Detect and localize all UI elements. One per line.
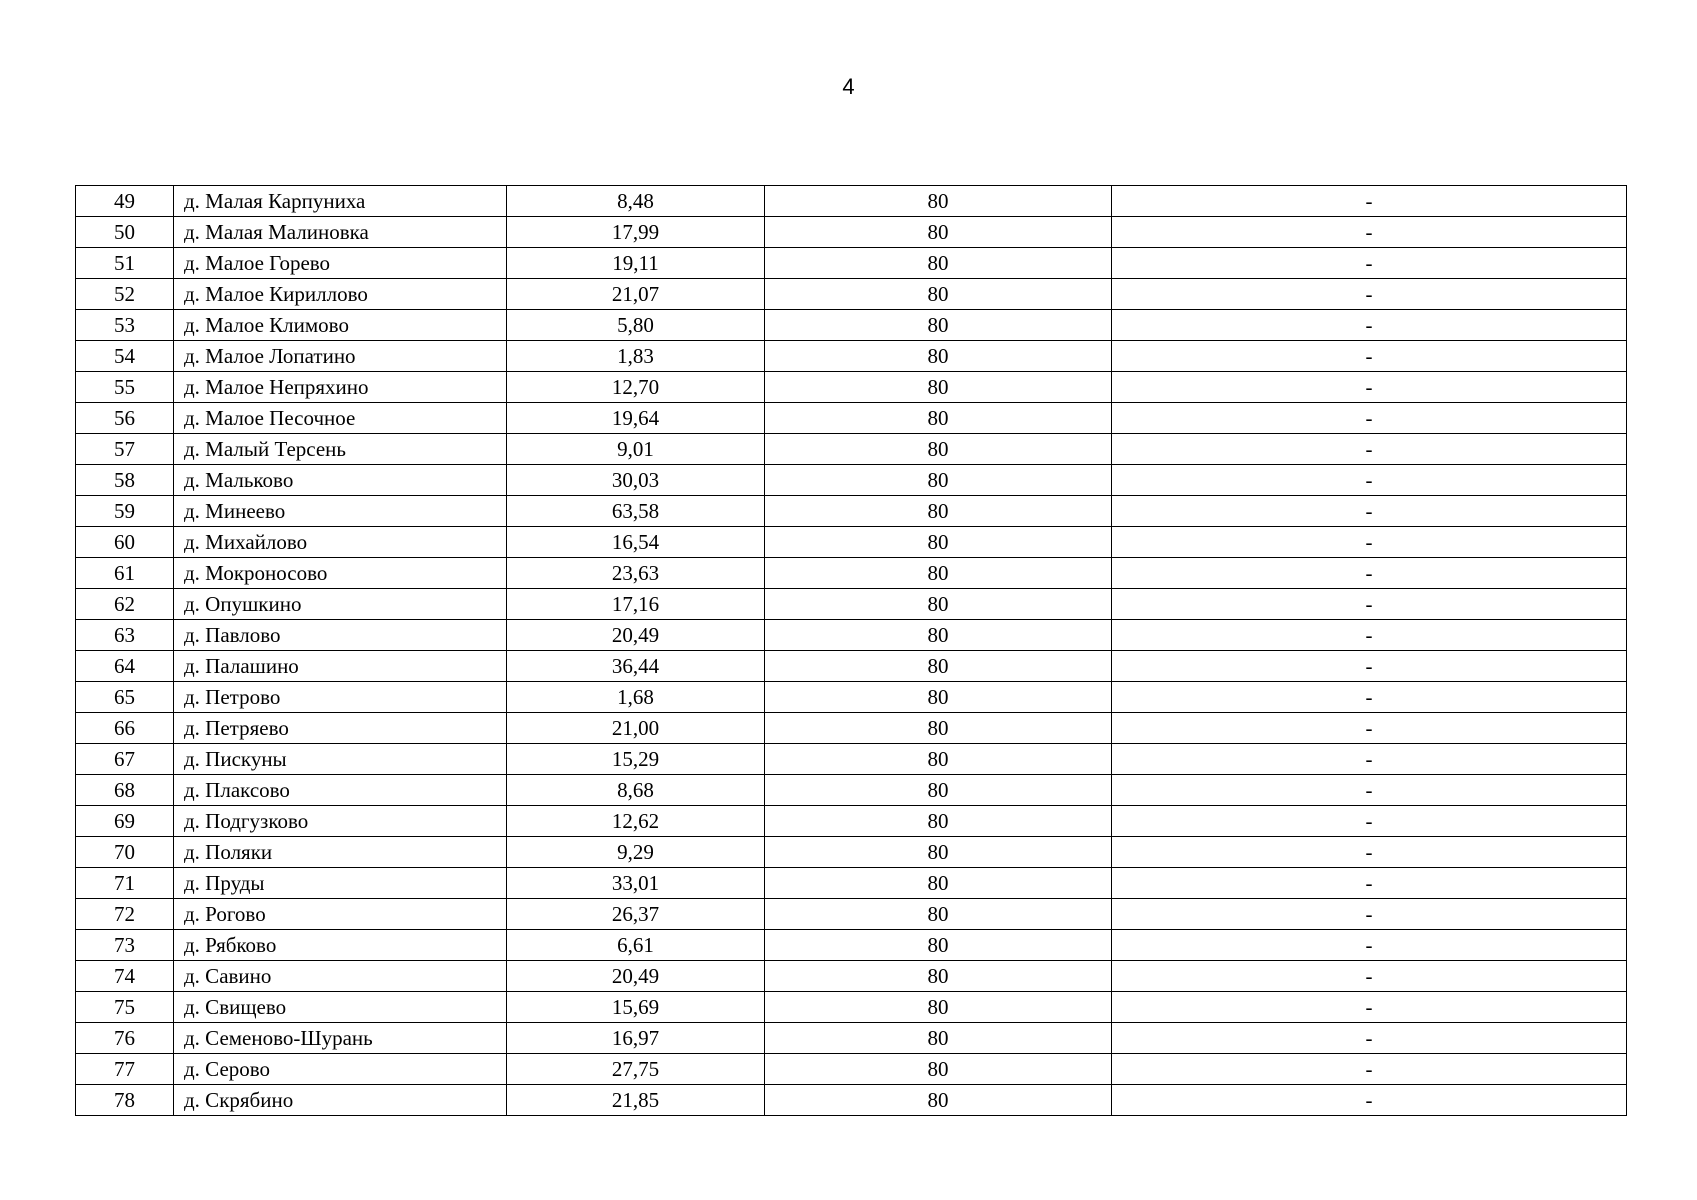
note-cell: - [1112,837,1627,868]
settlement-name-cell: д. Поляки [174,837,507,868]
settlement-name-cell: д. Подгузково [174,806,507,837]
settlement-name-cell: д. Малое Климово [174,310,507,341]
percent-value-cell: 80 [765,1054,1112,1085]
percent-value-cell: 80 [765,837,1112,868]
table-row [76,279,1627,310]
row-number-cell: 62 [76,589,174,620]
area-value-cell: 21,85 [507,1085,765,1116]
table-row [76,589,1627,620]
settlement-name-cell: д. Малое Горево [174,248,507,279]
percent-value-cell: 80 [765,341,1112,372]
percent-value-cell: 80 [765,744,1112,775]
note-cell: - [1112,1054,1627,1085]
row-number-cell: 65 [76,682,174,713]
settlement-name-cell: д. Петрово [174,682,507,713]
settlement-name-cell: д. Мальково [174,465,507,496]
area-value-cell: 1,68 [507,682,765,713]
settlement-name-cell: д. Михайлово [174,527,507,558]
percent-value-cell: 80 [765,1085,1112,1116]
area-value-cell: 17,99 [507,217,765,248]
area-value-cell: 9,01 [507,434,765,465]
area-value-cell: 12,70 [507,372,765,403]
row-number-cell: 78 [76,1085,174,1116]
note-cell: - [1112,1023,1627,1054]
area-value-cell: 16,54 [507,527,765,558]
area-value-cell: 19,64 [507,403,765,434]
area-value-cell: 15,69 [507,992,765,1023]
percent-value-cell: 80 [765,279,1112,310]
table-row [76,713,1627,744]
percent-value-cell: 80 [765,186,1112,217]
note-cell: - [1112,744,1627,775]
row-number-cell: 75 [76,992,174,1023]
percent-value-cell: 80 [765,496,1112,527]
percent-value-cell: 80 [765,1023,1112,1054]
area-value-cell: 27,75 [507,1054,765,1085]
row-number-cell: 61 [76,558,174,589]
note-cell: - [1112,620,1627,651]
settlement-name-cell: д. Малое Песочное [174,403,507,434]
settlement-name-cell: д. Опушкино [174,589,507,620]
percent-value-cell: 80 [765,713,1112,744]
settlement-name-cell: д. Семеново-Шурань [174,1023,507,1054]
row-number-cell: 57 [76,434,174,465]
table-row [76,248,1627,279]
settlement-name-cell: д. Скрябино [174,1085,507,1116]
area-value-cell: 8,68 [507,775,765,806]
area-value-cell: 21,07 [507,279,765,310]
percent-value-cell: 80 [765,899,1112,930]
row-number-cell: 70 [76,837,174,868]
note-cell: - [1112,1085,1627,1116]
note-cell: - [1112,465,1627,496]
percent-value-cell: 80 [765,434,1112,465]
settlements-table-container [75,185,1627,1116]
note-cell: - [1112,868,1627,899]
percent-value-cell: 80 [765,930,1112,961]
area-value-cell: 15,29 [507,744,765,775]
percent-value-cell: 80 [765,527,1112,558]
note-cell: - [1112,589,1627,620]
area-value-cell: 20,49 [507,961,765,992]
row-number-cell: 60 [76,527,174,558]
row-number-cell: 52 [76,279,174,310]
note-cell: - [1112,403,1627,434]
note-cell: - [1112,899,1627,930]
settlement-name-cell: д. Мокроносово [174,558,507,589]
table-row [76,217,1627,248]
table-row [76,403,1627,434]
note-cell: - [1112,930,1627,961]
table-row [76,651,1627,682]
settlement-name-cell: д. Петряево [174,713,507,744]
note-cell: - [1112,434,1627,465]
percent-value-cell: 80 [765,682,1112,713]
settlement-name-cell: д. Малое Кириллово [174,279,507,310]
table-body [76,186,1627,1116]
note-cell: - [1112,806,1627,837]
settlement-name-cell: д. Рогово [174,899,507,930]
settlement-name-cell: д. Малая Карпуниха [174,186,507,217]
note-cell: - [1112,186,1627,217]
settlement-name-cell: д. Малая Малиновка [174,217,507,248]
settlement-name-cell: д. Павлово [174,620,507,651]
note-cell: - [1112,341,1627,372]
row-number-cell: 55 [76,372,174,403]
table-row [76,868,1627,899]
percent-value-cell: 80 [765,310,1112,341]
area-value-cell: 20,49 [507,620,765,651]
settlement-name-cell: д. Малое Лопатино [174,341,507,372]
table-row [76,744,1627,775]
area-value-cell: 36,44 [507,651,765,682]
note-cell: - [1112,775,1627,806]
note-cell: - [1112,372,1627,403]
percent-value-cell: 80 [765,961,1112,992]
area-value-cell: 6,61 [507,930,765,961]
settlements-table [75,185,1627,1116]
table-row [76,1054,1627,1085]
table-row [76,434,1627,465]
table-row [76,961,1627,992]
table-row [76,806,1627,837]
settlement-name-cell: д. Пискуны [174,744,507,775]
page-number: 4 [842,74,855,99]
row-number-cell: 53 [76,310,174,341]
row-number-cell: 76 [76,1023,174,1054]
area-value-cell: 33,01 [507,868,765,899]
row-number-cell: 59 [76,496,174,527]
percent-value-cell: 80 [765,775,1112,806]
table-row [76,558,1627,589]
settlement-name-cell: д. Рябково [174,930,507,961]
table-row [76,341,1627,372]
settlement-name-cell: д. Палашино [174,651,507,682]
table-row [76,527,1627,558]
area-value-cell: 19,11 [507,248,765,279]
note-cell: - [1112,496,1627,527]
area-value-cell: 5,80 [507,310,765,341]
area-value-cell: 26,37 [507,899,765,930]
row-number-cell: 56 [76,403,174,434]
percent-value-cell: 80 [765,620,1112,651]
area-value-cell: 16,97 [507,1023,765,1054]
table-row [76,682,1627,713]
percent-value-cell: 80 [765,589,1112,620]
row-number-cell: 51 [76,248,174,279]
note-cell: - [1112,961,1627,992]
row-number-cell: 63 [76,620,174,651]
table-row [76,496,1627,527]
settlement-name-cell: д. Пруды [174,868,507,899]
percent-value-cell: 80 [765,651,1112,682]
note-cell: - [1112,248,1627,279]
percent-value-cell: 80 [765,372,1112,403]
area-value-cell: 17,16 [507,589,765,620]
table-row [76,992,1627,1023]
row-number-cell: 50 [76,217,174,248]
table-row [76,899,1627,930]
note-cell: - [1112,527,1627,558]
note-cell: - [1112,651,1627,682]
area-value-cell: 21,00 [507,713,765,744]
table-row [76,620,1627,651]
note-cell: - [1112,682,1627,713]
percent-value-cell: 80 [765,558,1112,589]
percent-value-cell: 80 [765,465,1112,496]
table-row [76,930,1627,961]
table-row [76,1085,1627,1116]
settlement-name-cell: д. Малое Непряхино [174,372,507,403]
percent-value-cell: 80 [765,248,1112,279]
table-row [76,186,1627,217]
row-number-cell: 74 [76,961,174,992]
row-number-cell: 68 [76,775,174,806]
row-number-cell: 71 [76,868,174,899]
table-row [76,837,1627,868]
row-number-cell: 69 [76,806,174,837]
area-value-cell: 8,48 [507,186,765,217]
table-row [76,310,1627,341]
table-row [76,1023,1627,1054]
percent-value-cell: 80 [765,868,1112,899]
note-cell: - [1112,279,1627,310]
note-cell: - [1112,310,1627,341]
settlement-name-cell: д. Савино [174,961,507,992]
percent-value-cell: 80 [765,403,1112,434]
note-cell: - [1112,992,1627,1023]
note-cell: - [1112,558,1627,589]
settlement-name-cell: д. Малый Терсень [174,434,507,465]
table-row [76,372,1627,403]
area-value-cell: 30,03 [507,465,765,496]
area-value-cell: 63,58 [507,496,765,527]
row-number-cell: 73 [76,930,174,961]
row-number-cell: 72 [76,899,174,930]
table-row [76,465,1627,496]
area-value-cell: 1,83 [507,341,765,372]
note-cell: - [1112,713,1627,744]
percent-value-cell: 80 [765,217,1112,248]
row-number-cell: 64 [76,651,174,682]
settlement-name-cell: д. Серово [174,1054,507,1085]
area-value-cell: 12,62 [507,806,765,837]
row-number-cell: 66 [76,713,174,744]
settlement-name-cell: д. Свищево [174,992,507,1023]
settlement-name-cell: д. Плаксово [174,775,507,806]
percent-value-cell: 80 [765,992,1112,1023]
row-number-cell: 49 [76,186,174,217]
note-cell: - [1112,217,1627,248]
area-value-cell: 23,63 [507,558,765,589]
settlement-name-cell: д. Минеево [174,496,507,527]
row-number-cell: 67 [76,744,174,775]
area-value-cell: 9,29 [507,837,765,868]
table-row [76,775,1627,806]
row-number-cell: 54 [76,341,174,372]
row-number-cell: 77 [76,1054,174,1085]
percent-value-cell: 80 [765,806,1112,837]
row-number-cell: 58 [76,465,174,496]
